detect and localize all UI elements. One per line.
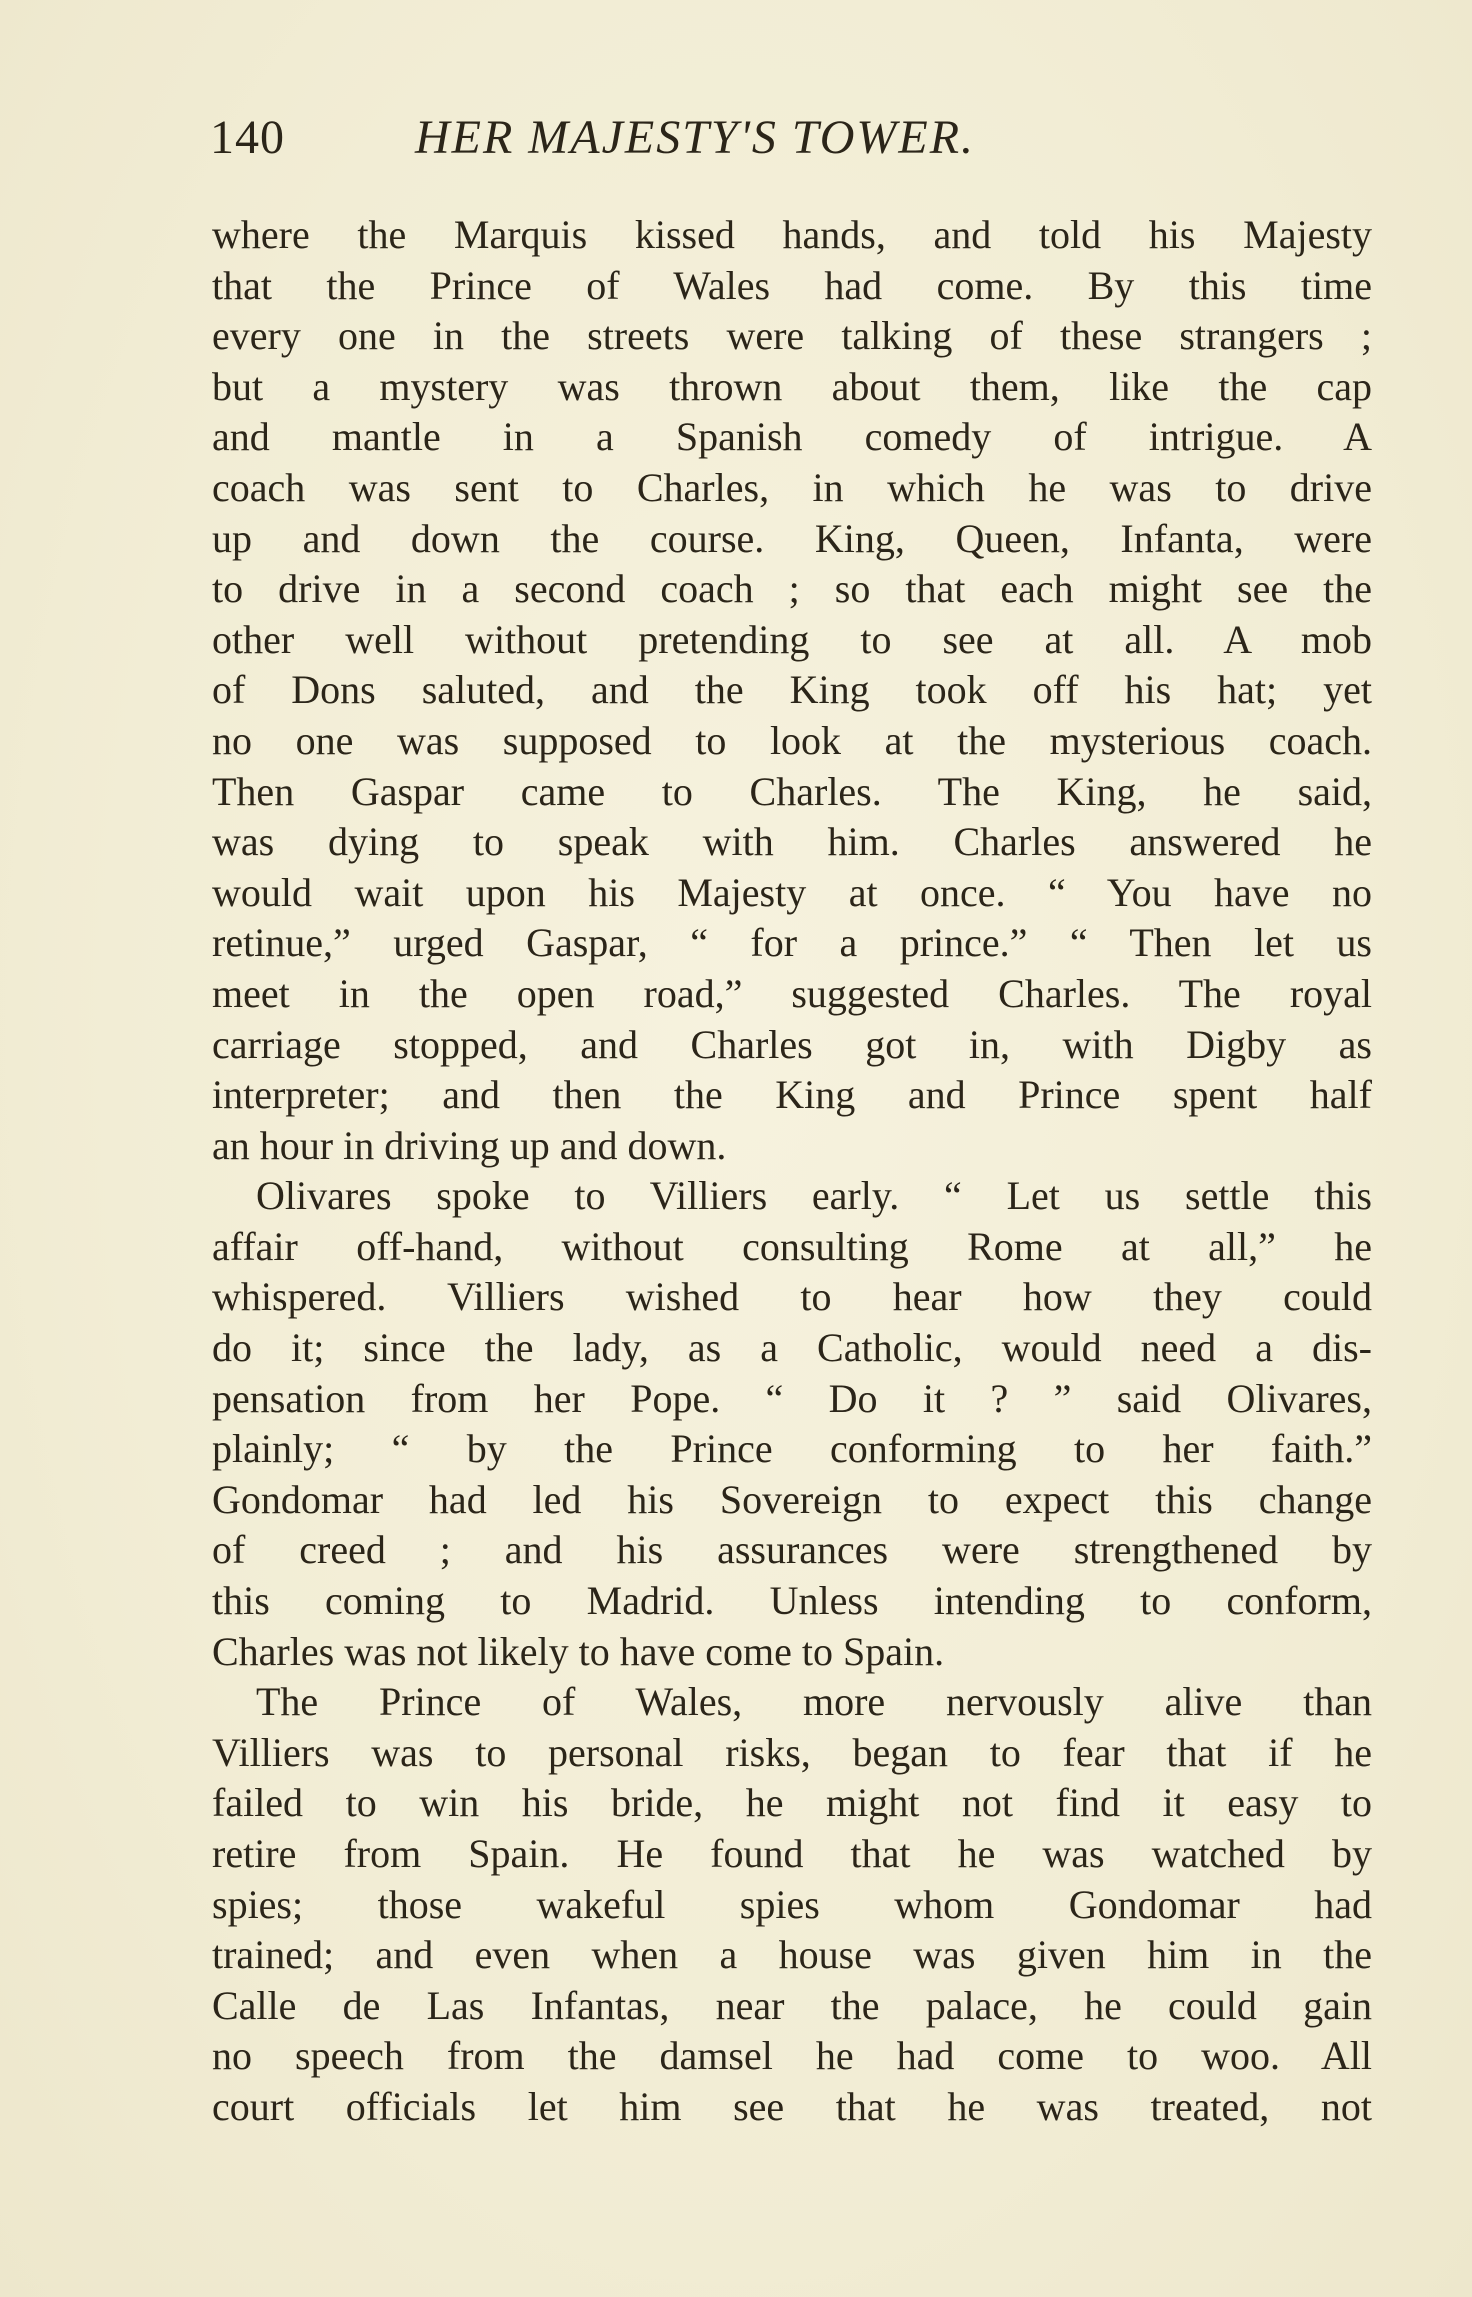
text-line: court officials let him see that he was treated, not (212, 2083, 1372, 2129)
text-line: Then Gaspar came to Charles. The King, he said, (212, 768, 1372, 814)
text-line: that the Prince of Wales had come. By this time (212, 262, 1372, 308)
text-line: no speech from the damsel he had come to woo. All (212, 2033, 1372, 2079)
text-line: but a mystery was thrown about them, like the cap (212, 363, 1372, 409)
text-line: affair off-hand, without consulting Rome at all,” he (212, 1223, 1372, 1269)
text-line: coach was sent to Charles, in which he was to drive (212, 464, 1372, 510)
paragraph-start-line: The Prince of Wales, more nervously alive than (256, 1679, 1372, 1725)
text-line: retinue,” urged Gaspar, “ for a prince.” “ Then let us (212, 920, 1372, 966)
body-text (212, 210, 1372, 2133)
text-line: plainly; “ by the Prince conforming to her faith.” (212, 1426, 1372, 1472)
text-line: every one in the streets were talking of these strangers ; (212, 313, 1372, 359)
page-number: 140 (210, 111, 285, 164)
text-line: to drive in a second coach ; so that each might see the (212, 566, 1372, 612)
text-line: Calle de Las Infantas, near the palace, he could gain (212, 1982, 1372, 2028)
text-line: meet in the open road,” suggested Charles. The royal (212, 970, 1372, 1016)
paragraph-end-line: an hour in driving up and down. (212, 1122, 727, 1168)
running-title: HER MAJESTY'S TOWER. (415, 111, 976, 164)
text-line: of creed ; and his assurances were strengthened by (212, 1527, 1372, 1573)
text-line: other well without pretending to see at all. A mob (212, 616, 1372, 662)
text-line: of Dons saluted, and the King took off his hat; yet (212, 667, 1372, 713)
text-line: whispered. Villiers wished to hear how they could (212, 1274, 1372, 1320)
text-line: this coming to Madrid. Unless intending to conform, (212, 1578, 1372, 1624)
text-line: Villiers was to personal risks, began to fear that if he (212, 1729, 1372, 1775)
text-line: do it; since the lady, as a Catholic, would need a dis- (212, 1325, 1372, 1371)
text-line: failed to win his bride, he might not find it easy to (212, 1780, 1372, 1826)
text-line: trained; and even when a house was given him in the (212, 1932, 1372, 1978)
text-line: Gondomar had led his Sovereign to expect this change (212, 1476, 1372, 1522)
text-line: carriage stopped, and Charles got in, with Digby as (212, 1021, 1372, 1067)
text-line: was dying to speak with him. Charles answered he (212, 819, 1372, 865)
text-line: interpreter; and then the King and Prince spent half (212, 1072, 1372, 1118)
paragraph-end-line: Charles was not likely to have come to Spain. (212, 1628, 945, 1674)
text-line: no one was supposed to look at the mysterious coach. (212, 717, 1372, 763)
text-line: up and down the course. King, Queen, Infanta, were (212, 515, 1372, 561)
text-line: would wait upon his Majesty at once. “ You have no (212, 869, 1372, 915)
text-line: retire from Spain. He found that he was watched by (212, 1831, 1372, 1876)
paragraph-start-line: Olivares spoke to Villiers early. “ Let us settle this (256, 1173, 1372, 1219)
running-head (210, 108, 1210, 168)
text-line: where the Marquis kissed hands, and told his Majesty (212, 212, 1372, 257)
text-line: pensation from her Pope. “ Do it ? ” said Olivares, (212, 1375, 1372, 1421)
text-line: and mantle in a Spanish comedy of intrigue. A (212, 414, 1372, 460)
text-line: spies; those wakeful spies whom Gondomar had (212, 1881, 1372, 1927)
